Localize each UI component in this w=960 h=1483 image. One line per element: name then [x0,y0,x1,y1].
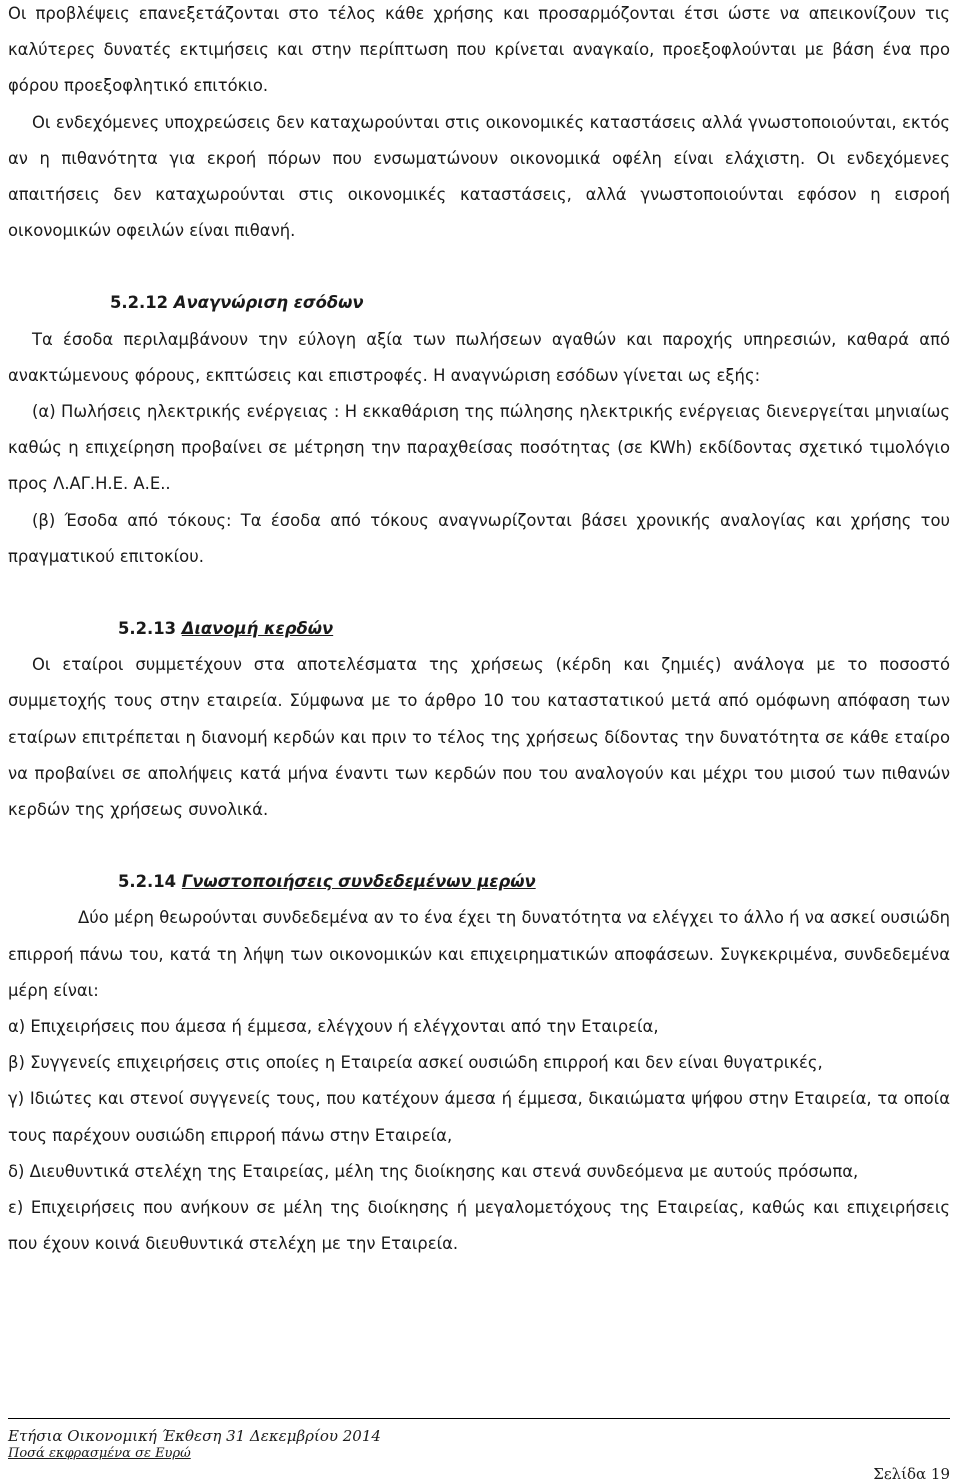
section-heading-related-parties [8,864,950,900]
footer-currency-note: Ποσά εκφρασμένα σε Ευρώ [8,1446,191,1461]
revenue-interest-paragraph: (β) Έσοδα από τόκους: Τα έσοδα από τόκους αναγνωρίζονται βάσει χρονικής αναλογίας και χρήσης του πραγματικού επιτοκίου. [8,510,950,566]
section-heading-profit-distribution [8,611,950,647]
list-item: α) Επιχειρήσεις που άμεσα ή έμμεσα, ελέγχουν ή ελέγχονται από την Εταιρεία, [8,1017,659,1037]
section-number: 5.2.13 [118,619,177,639]
section-number: 5.2.14 [118,872,177,892]
footer-report-title: Ετήσια Οικονομική Έκθεση 31 Δεκεμβρίου 2014 [8,1427,381,1445]
list-item: β) Συγγενείς επιχειρήσεις στις οποίες η Εταιρεία ασκεί ουσιώδη επιρροή και δεν είναι θυγατρικές, [8,1053,823,1073]
document-page [8,0,950,1263]
list-item: ε) Επιχειρήσεις που ανήκουν σε μέλη της διοίκησης ή μεγαλομετόχους της Εταιρείας, καθώς και επιχειρήσεις που έχουν κοινά διευθυντικά στελέχη με την Εταιρεία. [8,1198,950,1254]
page-number: Σελίδα 19 [873,1465,950,1483]
section-number: 5.2.12 [110,293,169,313]
contingencies-paragraph: Οι ενδεχόμενες υποχρεώσεις δεν καταχωρούνται στις οικονομικές καταστάσεις αλλά γνωστοποιούνται, εκτός αν η πιθανότητα για εκροή πόρων που ενσωματώνουν οικονομικά οφέλη είναι ελάχιστη. Οι ενδεχόμενες απαιτήσεις δεν καταχωρούνται στις οικονομικές καταστάσεις, αλλά γνωστοποιούνται εφόσον η εισροή οικονομικών οφειλών είναι πιθανή. [8,112,950,241]
section-heading-revenue [8,285,950,321]
provisions-paragraph: Οι προβλέψεις επανεξετάζονται στο τέλος κάθε χρήσης και προσαρμόζονται έτσι ώστε να απεικονίζουν τις καλύτερες δυνατές εκτιμήσεις και στην περίπτωση που κρίνεται αναγκαίο, προεξοφλούνται με βάση ένα προ φόρου προεξοφλητικό επιτόκιο. [8,4,950,96]
revenue-intro-paragraph: Τα έσοδα περιλαμβάνουν την εύλογη αξία των πωλήσεων αγαθών και παροχής υπηρεσιών, καθαρά από ανακτώμενους φόρους, εκπτώσεις και επιστροφές. Η αναγνώριση εσόδων γίνεται ως εξής: [8,329,950,385]
profit-distribution-paragraph: Οι εταίροι συμμετέχουν στα αποτελέσματα της χρήσεως (κέρδη και ζημιές) ανάλογα με το ποσοστό συμμετοχής τους στην εταιρεία. Σύμφωνα με το άρθρο 10 του καταστατικού μετά από ομόφωνη απόφαση των εταίρων επιτρέπεται η διανομή κερδών και πριν το τέλος της χρήσεως δίδοντας την δυνατότητα σε κάθε εταίρο να προβαίνει σε απολήψεις κατά μήνα έναντι των κερδών που του αναλογούν και μέχρι του μισού των πιθανών κερδών της χρήσεως συνολικά. [8,655,950,820]
section-title: Διανομή κερδών [181,619,334,639]
section-title: Αναγνώριση εσόδων [173,293,364,313]
related-parties-paragraph: Δύο μέρη θεωρούνται συνδεδεμένα αν το ένα έχει τη δυνατότητα να ελέγχει το άλλο ή να ασκεί ουσιώδη επιρροή πάνω του, κατά τη λήψη των οικονομικών και επιχειρηματικών αποφάσεων. Συγκεκριμένα, συνδεδεμένα μέρη είναι: [8,908,950,1000]
page-footer [8,1418,950,1483]
list-item: γ) Ιδιώτες και στενοί συγγενείς τους, που κατέχουν άμεσα ή έμμεσα, δικαιώματα ψήφου στην Εταιρεία, τα οποία τους παρέχουν ουσιώδη επιρροή πάνω στην Εταιρεία, [8,1089,950,1145]
section-title: Γνωστοποιήσεις συνδεδεμένων μερών [181,872,536,892]
revenue-electricity-paragraph: (α) Πωλήσεις ηλεκτρικής ενέργειας : Η εκκαθάριση της πώλησης ηλεκτρικής ενέργειας διενεργείται μηνιαίως καθώς η επιχείρηση προβαίνει σε μέτρηση την παραχθείσας ποσότητας (σε KWh) εκδίδοντας σχετικό τιμολόγιο προς Λ.ΑΓ.Η.Ε. Α.Ε.. [8,402,950,494]
list-item: δ) Διευθυντικά στελέχη της Εταιρείας, μέλη της διοίκησης και στενά συνδεόμενα με αυτούς πρόσωπα, [8,1161,859,1181]
